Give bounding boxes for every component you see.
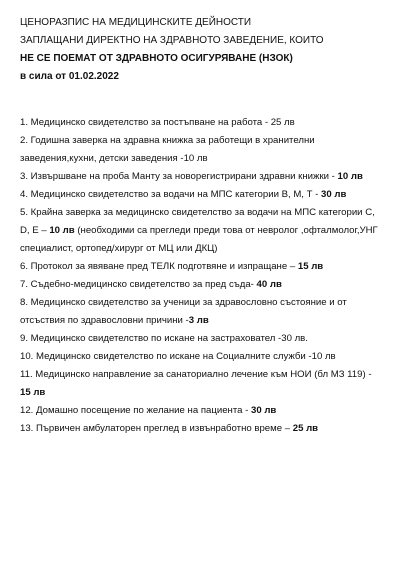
price-list (20, 114, 380, 438)
list-item: 8. Медицинско свидетелство за ученици за здравословно състояние и от отсъствия по здравословни причини -3 лв (20, 297, 347, 326)
list-item: 10. Медицинско свидетелство по искане на Социалните служби -10 лв (20, 351, 336, 362)
header-effective-date: в сила от 01.02.2022 (20, 71, 119, 82)
list-item: 2. Годишна заверка на здравна книжка за работещи в хранителни заведения,кухни, детски заведения -10 лв (20, 135, 315, 164)
list-item: 12. Домашно посещение по желание на пациента - 30 лв (20, 405, 277, 416)
header-nhif-note: НЕ СЕ ПОЕМАТ ОТ ЗДРАВНОТО ОСИГУРЯВАНЕ (НЗОК) (20, 53, 293, 64)
list-item: 13. Първичен амбулаторен преглед в извънработно време – 25 лв (20, 423, 319, 434)
list-item: 3. Извършване на проба Манту за новорегистрирани здравни книжки - 10 лв (20, 171, 363, 182)
list-item: 1. Медицинско свидетелство за постъпване на работа - 25 лв (20, 117, 295, 128)
list-item: 6. Протокол за явяване пред ТЕЛК подготвяне и изпращане – 15 лв (20, 261, 324, 272)
list-item: 9. Медицинско свидетелство по искане на застраховател -30 лв. (20, 333, 308, 344)
list-item: 7. Съдебно-медицинско свидетелство за пред съда- 40 лв (20, 279, 282, 290)
header-subtitle: ЗАПЛАЩАНИ ДИРЕКТНО НА ЗДРАВНОТО ЗАВЕДЕНИЕ, КОИТО (20, 35, 324, 46)
header-title: ЦЕНОРАЗПИС НА МЕДИЦИНСКИТЕ ДЕЙНОСТИ (20, 17, 252, 28)
list-item: 11. Медицинско направление за санаториално лечение към НОИ (бл МЗ 119) - 15 лв (20, 369, 372, 398)
list-item: 4. Медицинско свидетелство за водачи на МПС категории В, М, Т - 30 лв (20, 189, 347, 200)
document-header (20, 14, 380, 86)
list-item: 5. Крайна заверка за медицинско свидетелство за водачи на МПС категории С, D, Е – 10 лв (необходими са прегледи преди това от невролог ,офталмолог,УНГ специалист, ортопед/хирург от МЦ или ДКЦ) (20, 207, 378, 254)
